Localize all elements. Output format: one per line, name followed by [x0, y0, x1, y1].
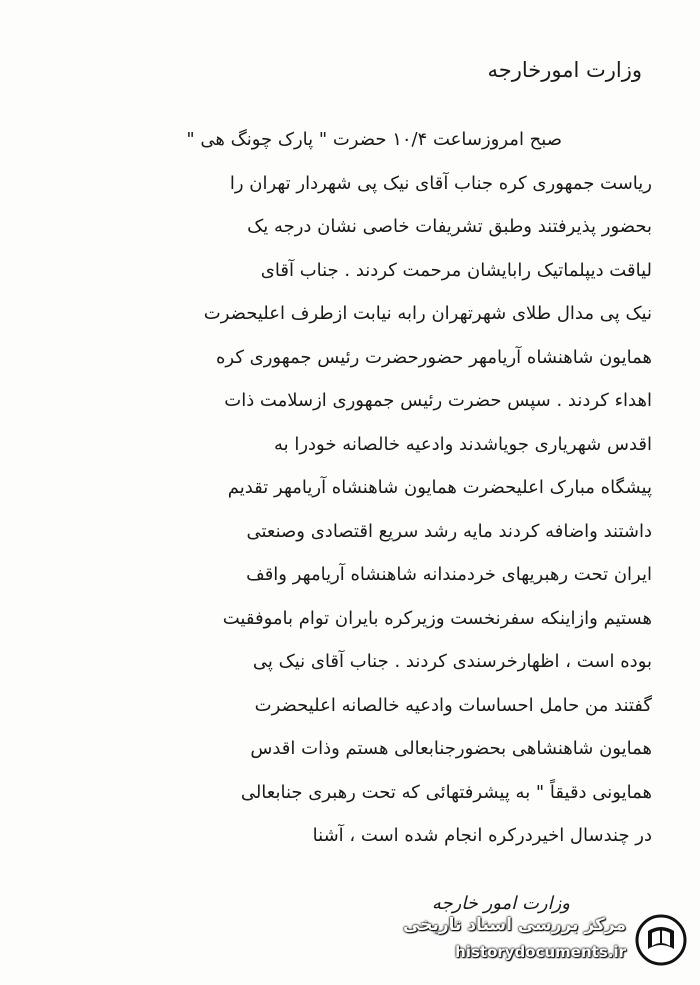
document-line: بحضور پذیرفتند وطبق تشریفات خاصی نشان درجه یک — [247, 216, 652, 237]
document-line: لیاقت دیپلماتیک رابایشان مرحمت کردند . جناب آقای — [260, 259, 652, 281]
watermark-title: مرکز بررسی اسناد تاریخی — [403, 915, 626, 935]
archive-logo-icon — [634, 913, 688, 967]
document-line: داشتند واضافه کردند مایه رشد سریع اقتصادی وصنعتی — [246, 520, 652, 542]
document-line: همایون شاهنشاه آریامهر حضورحضرت رئیس جمهوری کره — [215, 346, 652, 368]
document-line: بوده است ، اظهارخرسندی کردند . جناب آقای نیک پی — [252, 651, 652, 672]
document-line: هستیم وازاینکه سفرنخست وزیرکره بایران توام باموفقیت — [222, 607, 652, 629]
document-line: اهداء کردند . سپس حضرت رئیس جمهوری ازسلامت ذات — [224, 390, 652, 411]
document-line: گفتند من حامل احساسات وادعیه خالصانه اعلیحضرت — [254, 694, 652, 716]
signature: وزارت امور خارجه — [431, 893, 570, 914]
document-line: پیشگاه مبارک اعلیحضرت همایون شاهنشاه آریامهر تقدیم — [227, 477, 652, 498]
watermark — [398, 909, 688, 971]
document-line: همایونی دقیقاً " به پیشرفتهائی که تحت رهبری جنابعالی — [240, 781, 652, 803]
watermark-url: historydocuments.ir — [455, 943, 626, 961]
document-line: صبح امروزساعت ۱۰/۴ حضرت " پارک چونگ هی " — [186, 129, 562, 150]
document-line: همایون شاهنشاهی بحضورجنابعالی هستم وذات اقدس — [250, 738, 652, 759]
document-line: ایران تحت رهبریهای خردمندانه شاهنشاه آریامهر واقف — [246, 564, 652, 585]
document-header: وزارت امورخارجه — [487, 58, 642, 82]
document-line: اقدس شهریاری جویاشدند وادعیه خالصانه خودرا به — [273, 433, 652, 455]
document-line: در چندسال اخیردرکره انجام شده است ، آشنا — [312, 825, 652, 846]
document-line: نیک پی مدال طلای شهرتهران رابه نیابت ازطرف اعلیحضرت — [203, 303, 652, 324]
document-body — [42, 118, 652, 858]
document-line: ریاست جمهوری کره جناب آقای نیک پی شهردار تهران را — [229, 172, 652, 194]
